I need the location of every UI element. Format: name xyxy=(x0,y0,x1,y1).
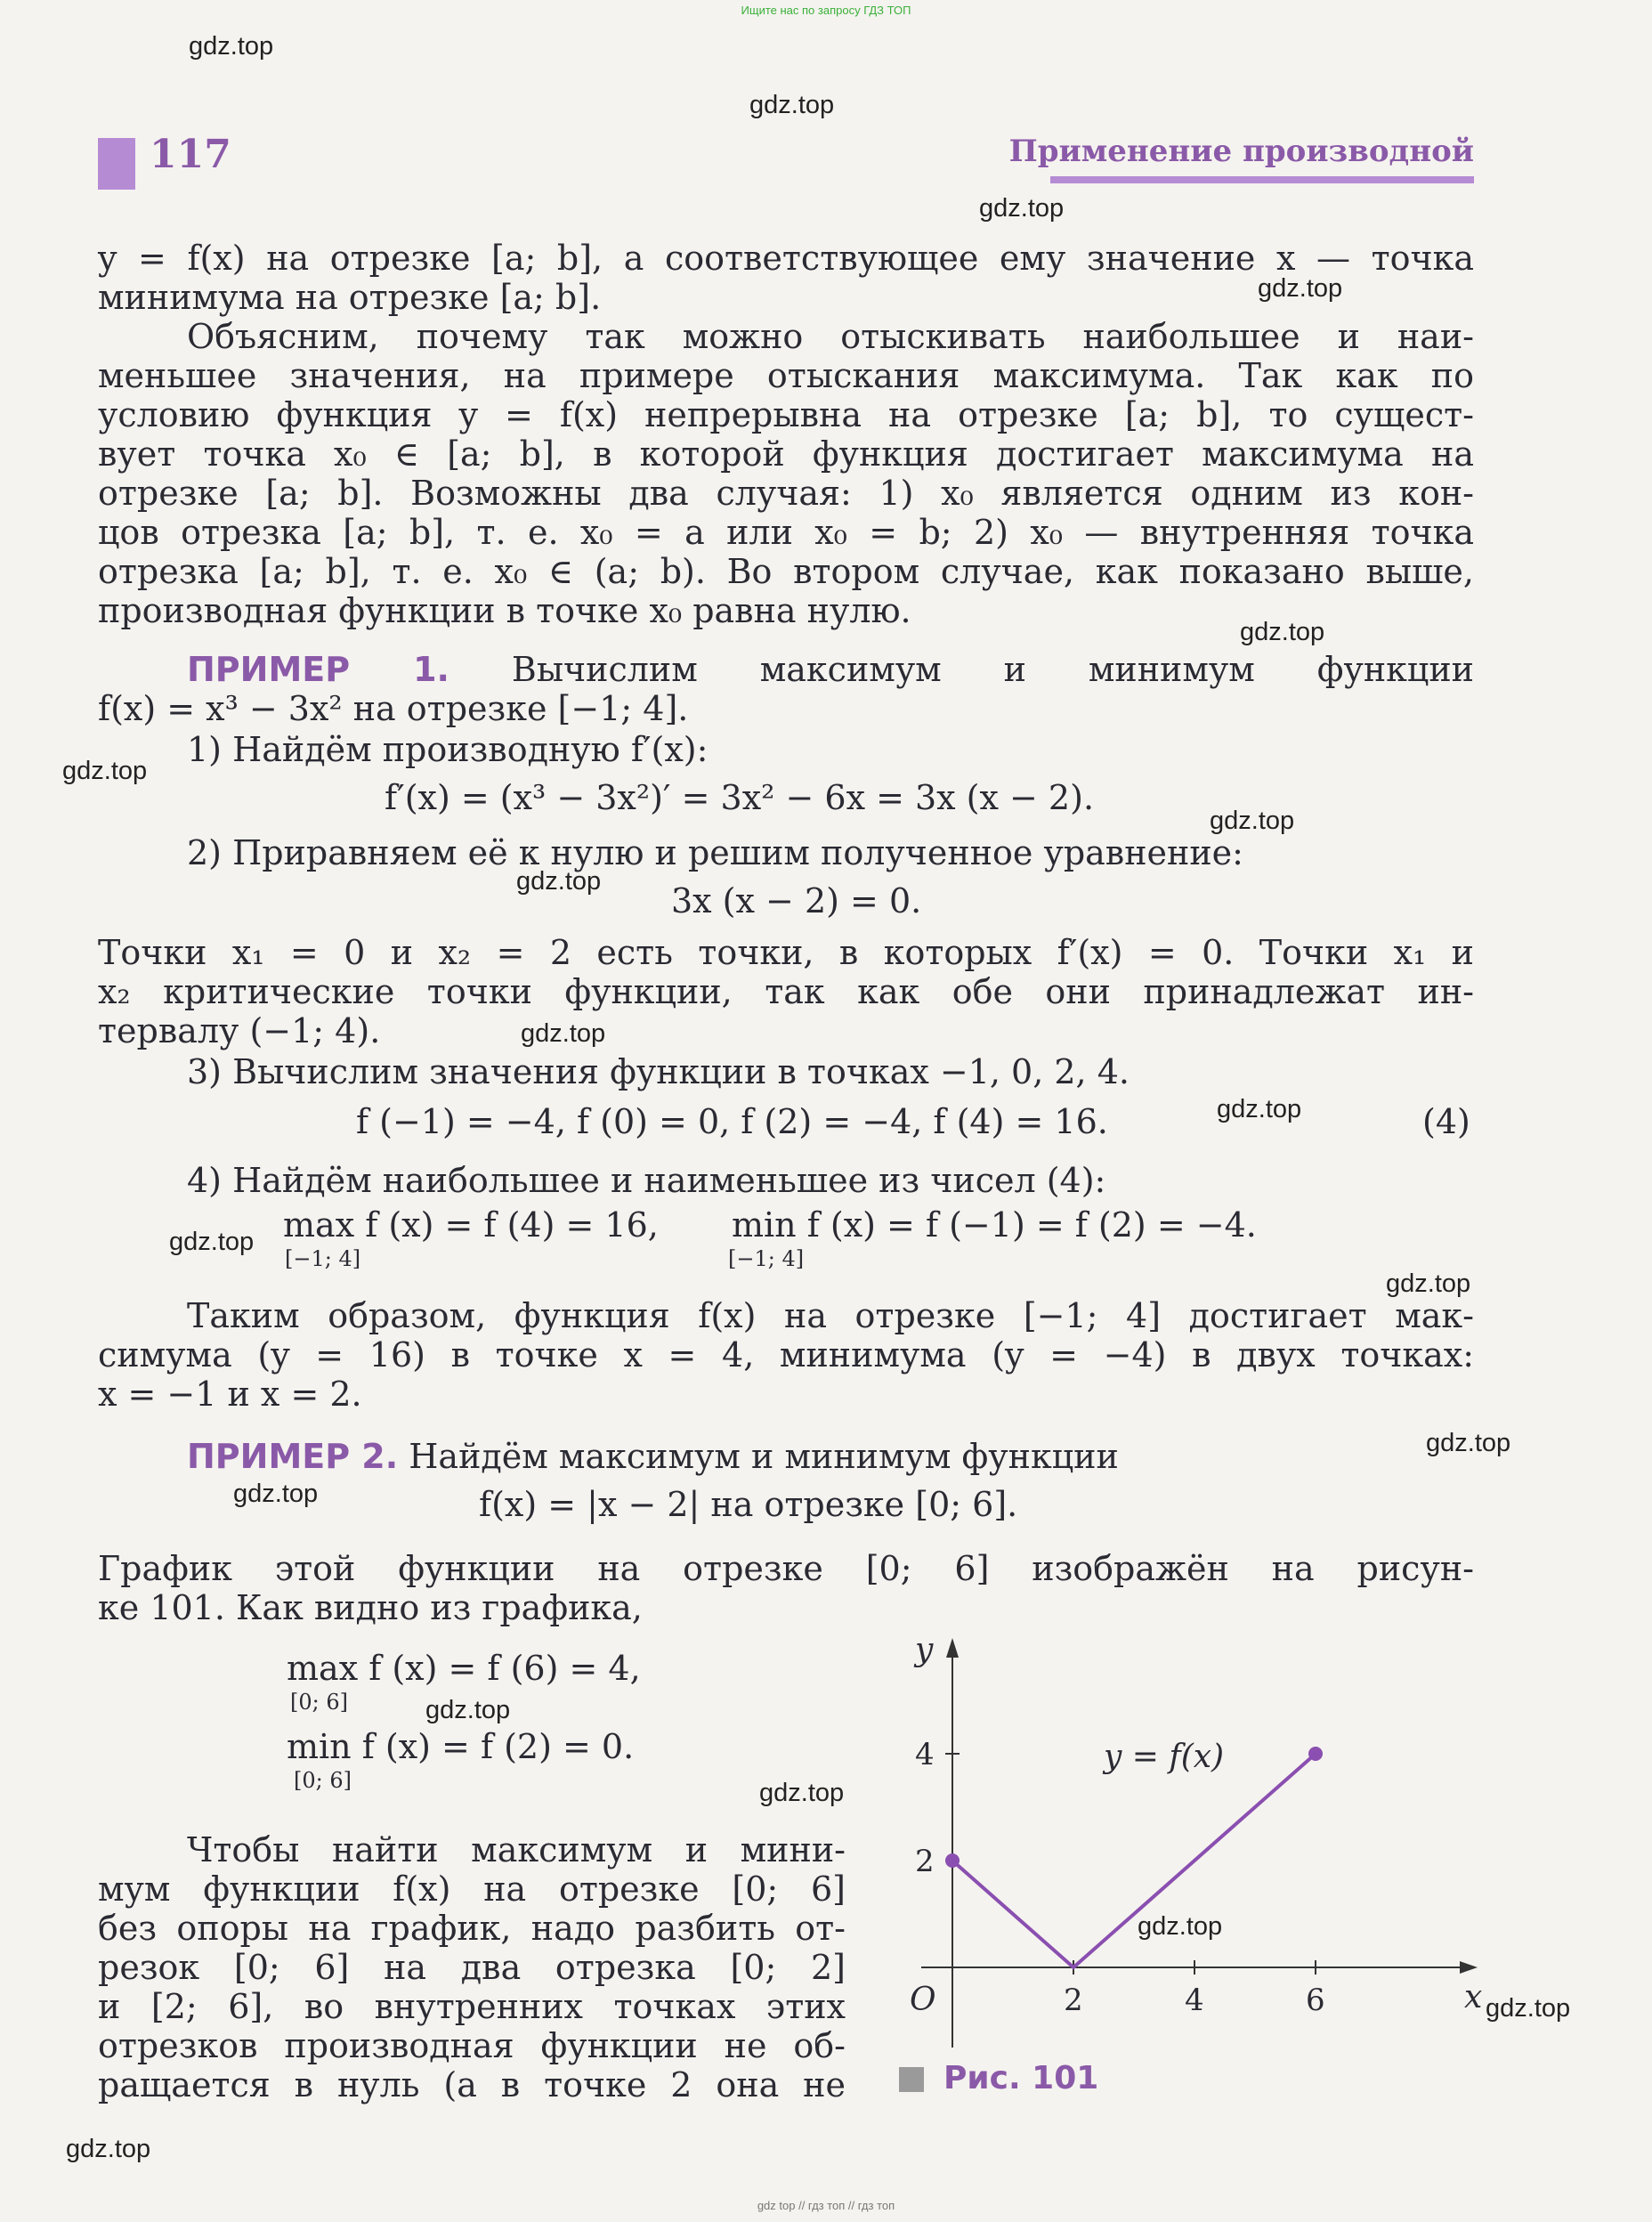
section-title: Применение производной xyxy=(1008,134,1474,169)
watermark: gdz.top xyxy=(759,1779,845,1807)
text-line: цов отрезка [a; b], т. е. x₀ = a или x₀ = b; 2) x₀ — внутренняя точка xyxy=(98,513,1474,552)
origin-label: O xyxy=(910,1982,936,2018)
watermark: gdz.top xyxy=(169,1228,255,1256)
function-label: y = f(x) xyxy=(1104,1739,1225,1775)
example-2-para-line: ращается в нуль (а в точке 2 она не xyxy=(98,2065,846,2104)
watermark: gdz.top xyxy=(749,91,835,119)
watermark: gdz.top xyxy=(233,1480,319,1508)
example-2-function: f(x) = |x − 2| на отрезке [0; 6]. xyxy=(479,1485,1018,1524)
graph-endpoint xyxy=(945,1853,960,1868)
example-2-para-line: без опоры на график, надо разбить от- xyxy=(98,1909,846,1948)
watermark: gdz.top xyxy=(1426,1429,1511,1457)
text-line: отрезке [a; b]. Возможны два случая: 1) x₀ является одним из кон- xyxy=(98,474,1474,513)
graph-endpoint xyxy=(1308,1747,1323,1761)
example-2-min-interval: [0; 6] xyxy=(294,1768,352,1793)
example-1-heading xyxy=(98,650,1474,689)
text-line: y = f(x) на отрезке [a; b], а соответствующее ему значение x — точка xyxy=(98,239,1474,278)
watermark: gdz.top xyxy=(1486,1994,1571,2023)
y-axis-arrow xyxy=(946,1638,959,1658)
watermark: gdz.top xyxy=(516,867,602,896)
function-graph xyxy=(890,1629,1483,2056)
example-2-max: max f (x) = f (6) = 4, xyxy=(287,1649,641,1688)
example-2-label: ПРИМЕР 2. xyxy=(187,1437,399,1476)
header-marker xyxy=(98,138,135,190)
watermark: gdz.top xyxy=(1240,618,1325,646)
bottom-note: gdz top // гдз топ // гдз топ xyxy=(757,2199,895,2212)
x-tick-label: 2 xyxy=(1064,1983,1083,2018)
y-tick-label: 2 xyxy=(915,1844,935,1879)
watermark: gdz.top xyxy=(1210,807,1295,835)
example-1-values-tag: (4) xyxy=(1422,1102,1470,1141)
watermark: gdz.top xyxy=(189,32,274,61)
text-line: минимума на отрезке [a; b]. xyxy=(98,278,602,317)
example-1-label: ПРИМЕР 1. xyxy=(187,650,449,689)
example-1-points-3: тервалу (−1; 4). xyxy=(98,1011,381,1050)
example-2-heading xyxy=(187,1437,1474,1476)
example-1-conclusion-3: x = −1 и x = 2. xyxy=(98,1375,362,1414)
figure-caption: Рис. 101 xyxy=(943,2060,1099,2096)
example-1-conclusion-2: симума (y = 16) в точке x = 4, минимума (y = −4) в двух точках: xyxy=(98,1335,1474,1375)
example-1-step-1: 1) Найдём производную f′(x): xyxy=(187,730,709,769)
example-2-text: Найдём максимум и минимум функции xyxy=(409,1437,1119,1476)
function-line xyxy=(952,1754,1316,1967)
header-underline xyxy=(1050,176,1474,183)
text-line: вует точка x₀ ∈ [a; b], в которой функция достигает максимума на xyxy=(98,434,1474,474)
watermark: gdz.top xyxy=(425,1696,511,1724)
example-2-graph-2: ке 101. Как видно из графика, xyxy=(98,1588,643,1627)
example-2-para-line: резок [0; 6] на два отрезка [0; 2] xyxy=(98,1948,846,1987)
watermark: gdz.top xyxy=(66,2135,151,2163)
example-1-step-4: 4) Найдём наибольшее и наименьшее из чисел (4): xyxy=(187,1161,1106,1200)
example-1-derivative: f′(x) = (x³ − 3x²)′ = 3x² − 6x = 3x (x − 2). xyxy=(385,778,1095,817)
example-1-function: f(x) = x³ − 3x² на отрезке [−1; 4]. xyxy=(98,689,689,728)
example-1-equation: 3x (x − 2) = 0. xyxy=(671,881,922,920)
text-line: условию функция y = f(x) непрерывна на отрезке [a; b], то сущест- xyxy=(98,395,1474,434)
text-line: отрезка [a; b], т. е. x₀ ∈ (a; b). Во втором случае, как показано выше, xyxy=(98,552,1474,591)
example-2-min: min f (x) = f (2) = 0. xyxy=(287,1727,635,1766)
example-2-para-line: мум функции f(x) на отрезке [0; 6] xyxy=(98,1869,846,1909)
example-2-max-interval: [0; 6] xyxy=(290,1690,348,1715)
example-1-max-interval: [−1; 4] xyxy=(285,1246,361,1271)
example-1-values: f (−1) = −4, f (0) = 0, f (2) = −4, f (4) = 16. xyxy=(356,1102,1108,1141)
page-number: 117 xyxy=(150,132,231,177)
watermark: gdz.top xyxy=(1258,274,1343,303)
text-line: производная функции в точке x₀ равна нулю. xyxy=(98,591,911,630)
example-2-para-line: Чтобы найти максимум и мини- xyxy=(187,1830,846,1869)
example-1-max: max f (x) = f (4) = 16, xyxy=(283,1205,659,1245)
example-2-graph-1: График этой функции на отрезке [0; 6] изображён на рисун- xyxy=(98,1549,1474,1588)
x-tick-label: 4 xyxy=(1185,1983,1204,2018)
x-tick-label: 6 xyxy=(1306,1983,1325,2018)
watermark: gdz.top xyxy=(1217,1095,1302,1123)
watermark: gdz.top xyxy=(62,757,148,785)
watermark: gdz.top xyxy=(1386,1269,1471,1298)
x-axis-arrow xyxy=(1460,1961,1478,1974)
y-axis-label: y xyxy=(915,1632,934,1668)
text-line: меньшее значения, на примере отыскания максимума. Так как по xyxy=(98,356,1474,395)
watermark: gdz.top xyxy=(521,1019,606,1048)
example-2-para-line: отрезков производная функции не об- xyxy=(98,2026,846,2065)
example-1-conclusion-1: Таким образом, функция f(x) на отрезке [−1; 4] достигает мак- xyxy=(187,1296,1474,1335)
y-tick-label: 4 xyxy=(915,1737,935,1772)
watermark: gdz.top xyxy=(979,194,1065,223)
example-1-points-1: Точки x₁ = 0 и x₂ = 2 есть точки, в которых f′(x) = 0. Точки x₁ и xyxy=(98,933,1474,972)
example-1-step-3: 3) Вычислим значения функции в точках −1, 0, 2, 4. xyxy=(187,1052,1130,1091)
figure-marker xyxy=(899,2067,924,2092)
example-2-para-line: и [2; 6], во внутренних точках этих xyxy=(98,1987,846,2026)
example-1-text: Вычислим максимум и минимум функции xyxy=(511,650,1474,689)
example-1-min: min f (x) = f (−1) = f (2) = −4. xyxy=(732,1205,1257,1245)
example-1-step-2: 2) Приравняем её к нулю и решим полученное уравнение: xyxy=(187,833,1243,872)
text-line: Объясним, почему так можно отыскивать наибольшее и наи- xyxy=(187,317,1474,356)
top-search-note: Ищите нас по запросу ГДЗ ТОП xyxy=(741,4,911,17)
x-axis-label: x xyxy=(1464,1979,1483,2015)
example-1-points-2: x₂ критические точки функции, так как обе они принадлежат ин- xyxy=(98,972,1474,1011)
example-1-min-interval: [−1; 4] xyxy=(728,1246,805,1271)
watermark: gdz.top xyxy=(1138,1912,1223,1941)
